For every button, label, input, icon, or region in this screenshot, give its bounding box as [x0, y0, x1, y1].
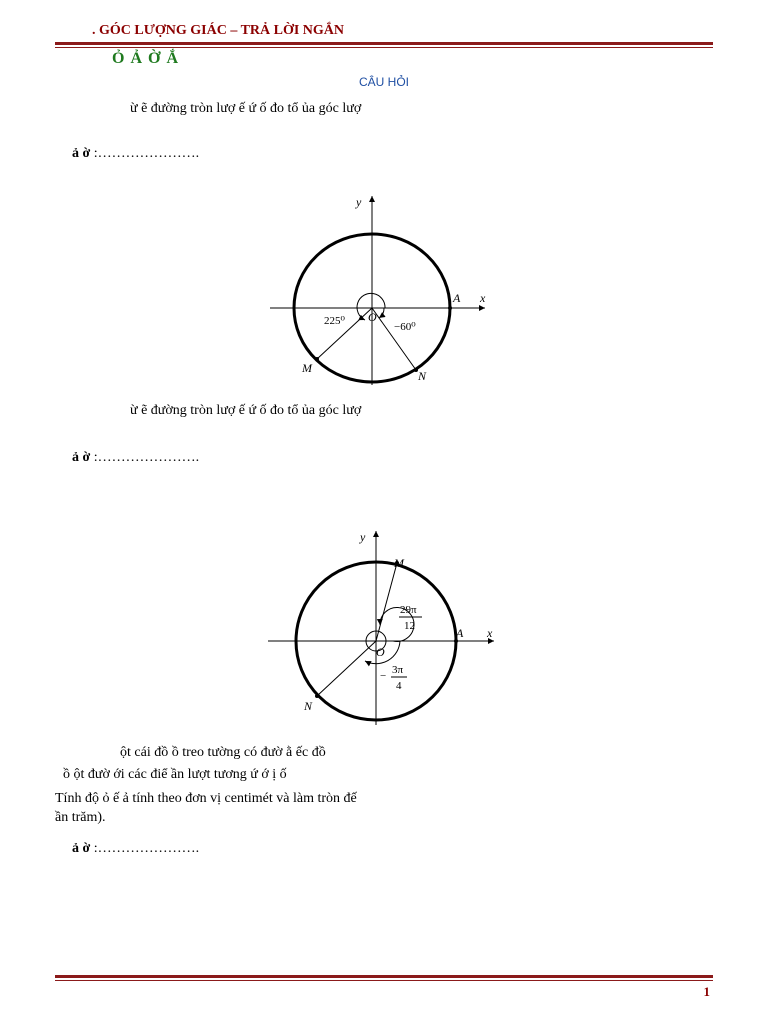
label-o: O	[376, 645, 385, 659]
answer-label: ả ờ	[72, 146, 91, 161]
x-axis-label: x	[487, 626, 493, 640]
question-3-line-1: ột cái đồ ồ treo tường có đườ ằ ếc đồ	[120, 745, 326, 760]
page-number: 1	[703, 984, 710, 999]
header-divider	[55, 42, 713, 48]
point-m	[315, 357, 319, 361]
question-2-answer	[72, 450, 199, 466]
label-o: O	[368, 310, 377, 324]
chapter-title: . GÓC LƯỢNG GIÁC – TRẢ LỜI NGẮN	[92, 23, 345, 38]
angle-arc-neg60	[379, 308, 384, 318]
answer-blank: :………………….	[90, 841, 200, 856]
answer-blank: :………………….	[90, 146, 200, 161]
label-m: M	[302, 361, 312, 375]
question-2-text: ừ ẽ đường tròn lượ ế ứ ố đo tổ ủa góc lượ	[130, 403, 362, 418]
ray-on	[317, 641, 376, 696]
fraction-3pi-denominator: 4	[396, 680, 402, 692]
question-1-answer	[72, 146, 199, 162]
question-3-line-3: Tính độ ỏ ế ả tính theo đơn vị centimét và làm tròn đế	[55, 791, 357, 806]
unit-circle-figure-2	[262, 525, 502, 725]
section-heading: CÂU HỎI	[358, 75, 409, 89]
answer-blank: :………………….	[90, 450, 200, 465]
question-3-answer	[72, 841, 199, 857]
question-3-line-2: ồ ột đườ ới các điể ần lượt tương ứ ớ ị ố	[63, 767, 287, 782]
point-n	[315, 694, 319, 698]
fraction-29pi-numerator: 29π	[400, 604, 417, 616]
fraction-29pi-denominator: 12	[404, 620, 415, 632]
question-1-text: ừ ẽ đường tròn lượ ế ứ ố đo tổ ủa góc lượ	[130, 101, 362, 116]
point-a	[448, 306, 452, 310]
ray-om	[376, 563, 397, 641]
footer-divider	[55, 975, 713, 981]
label-n: N	[304, 699, 313, 713]
y-axis-label: y	[360, 530, 366, 544]
label-a: A	[456, 626, 464, 640]
answer-label: ả ờ	[72, 841, 91, 856]
document-subtitle: Ỏ Ả Ờ Ắ	[112, 50, 179, 67]
angle-label-neg60: −60⁰	[394, 321, 416, 333]
label-n: N	[418, 369, 427, 383]
label-a: A	[453, 291, 461, 305]
ray-on	[372, 308, 416, 370]
fraction-3pi-sign: −	[380, 670, 387, 682]
x-axis-label: x	[480, 291, 486, 305]
label-m: M	[394, 556, 404, 570]
unit-circle-figure-1	[260, 190, 500, 385]
question-3-line-4: ần trăm).	[55, 810, 106, 825]
angle-label-225: 225⁰	[324, 315, 345, 327]
y-axis-label: y	[356, 195, 362, 209]
fraction-3pi-numerator: 3π	[392, 664, 404, 676]
answer-label: ả ờ	[72, 450, 91, 465]
